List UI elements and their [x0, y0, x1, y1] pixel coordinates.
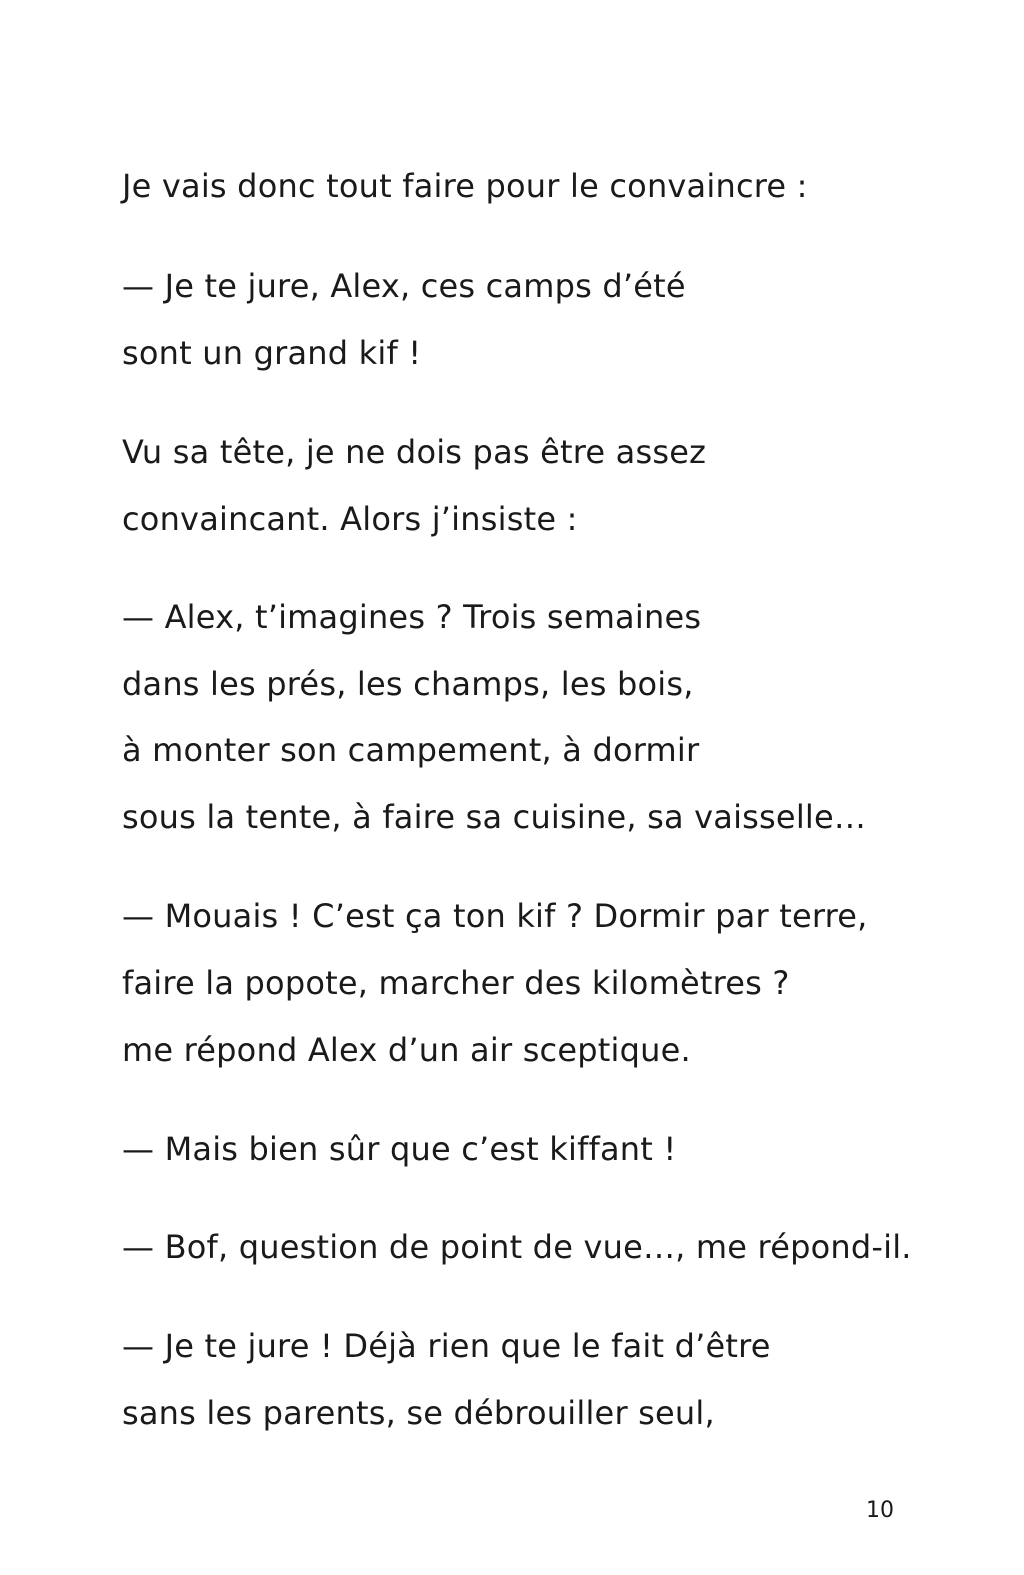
text-line: — Je te jure, Alex, ces camps d’été — [122, 267, 686, 305]
text-line: — Bof, question de point de vue…, me répond-il. — [122, 1228, 912, 1266]
text-line: Vu sa tête, je ne dois pas être assez — [122, 433, 707, 471]
text-line: sont un grand kif ! — [122, 334, 422, 372]
text-line: sous la tente, à faire sa cuisine, sa vaisselle… — [122, 798, 867, 836]
text-line: — Mouais ! C’est ça ton kif ? Dormir par terre, — [122, 897, 868, 935]
page-number: 10 — [866, 1498, 894, 1523]
text-line: me répond Alex d’un air sceptique. — [122, 1031, 691, 1069]
text-line: à monter son campement, à dormir — [122, 731, 700, 769]
text-line: — Je te jure ! Déjà rien que le fait d’être — [122, 1327, 771, 1365]
text-line: convaincant. Alors j’insiste : — [122, 500, 578, 538]
text-line: Je vais donc tout faire pour le convaincre : — [122, 167, 808, 205]
text-line: dans les prés, les champs, les bois, — [122, 665, 694, 703]
text-line: sans les parents, se débrouiller seul, — [122, 1394, 715, 1432]
text-line: — Alex, t’imagines ? Trois semaines — [122, 598, 702, 636]
text-line: faire la popote, marcher des kilomètres ? — [122, 964, 790, 1002]
text-line: — Mais bien sûr que c’est kiffant ! — [122, 1130, 677, 1168]
